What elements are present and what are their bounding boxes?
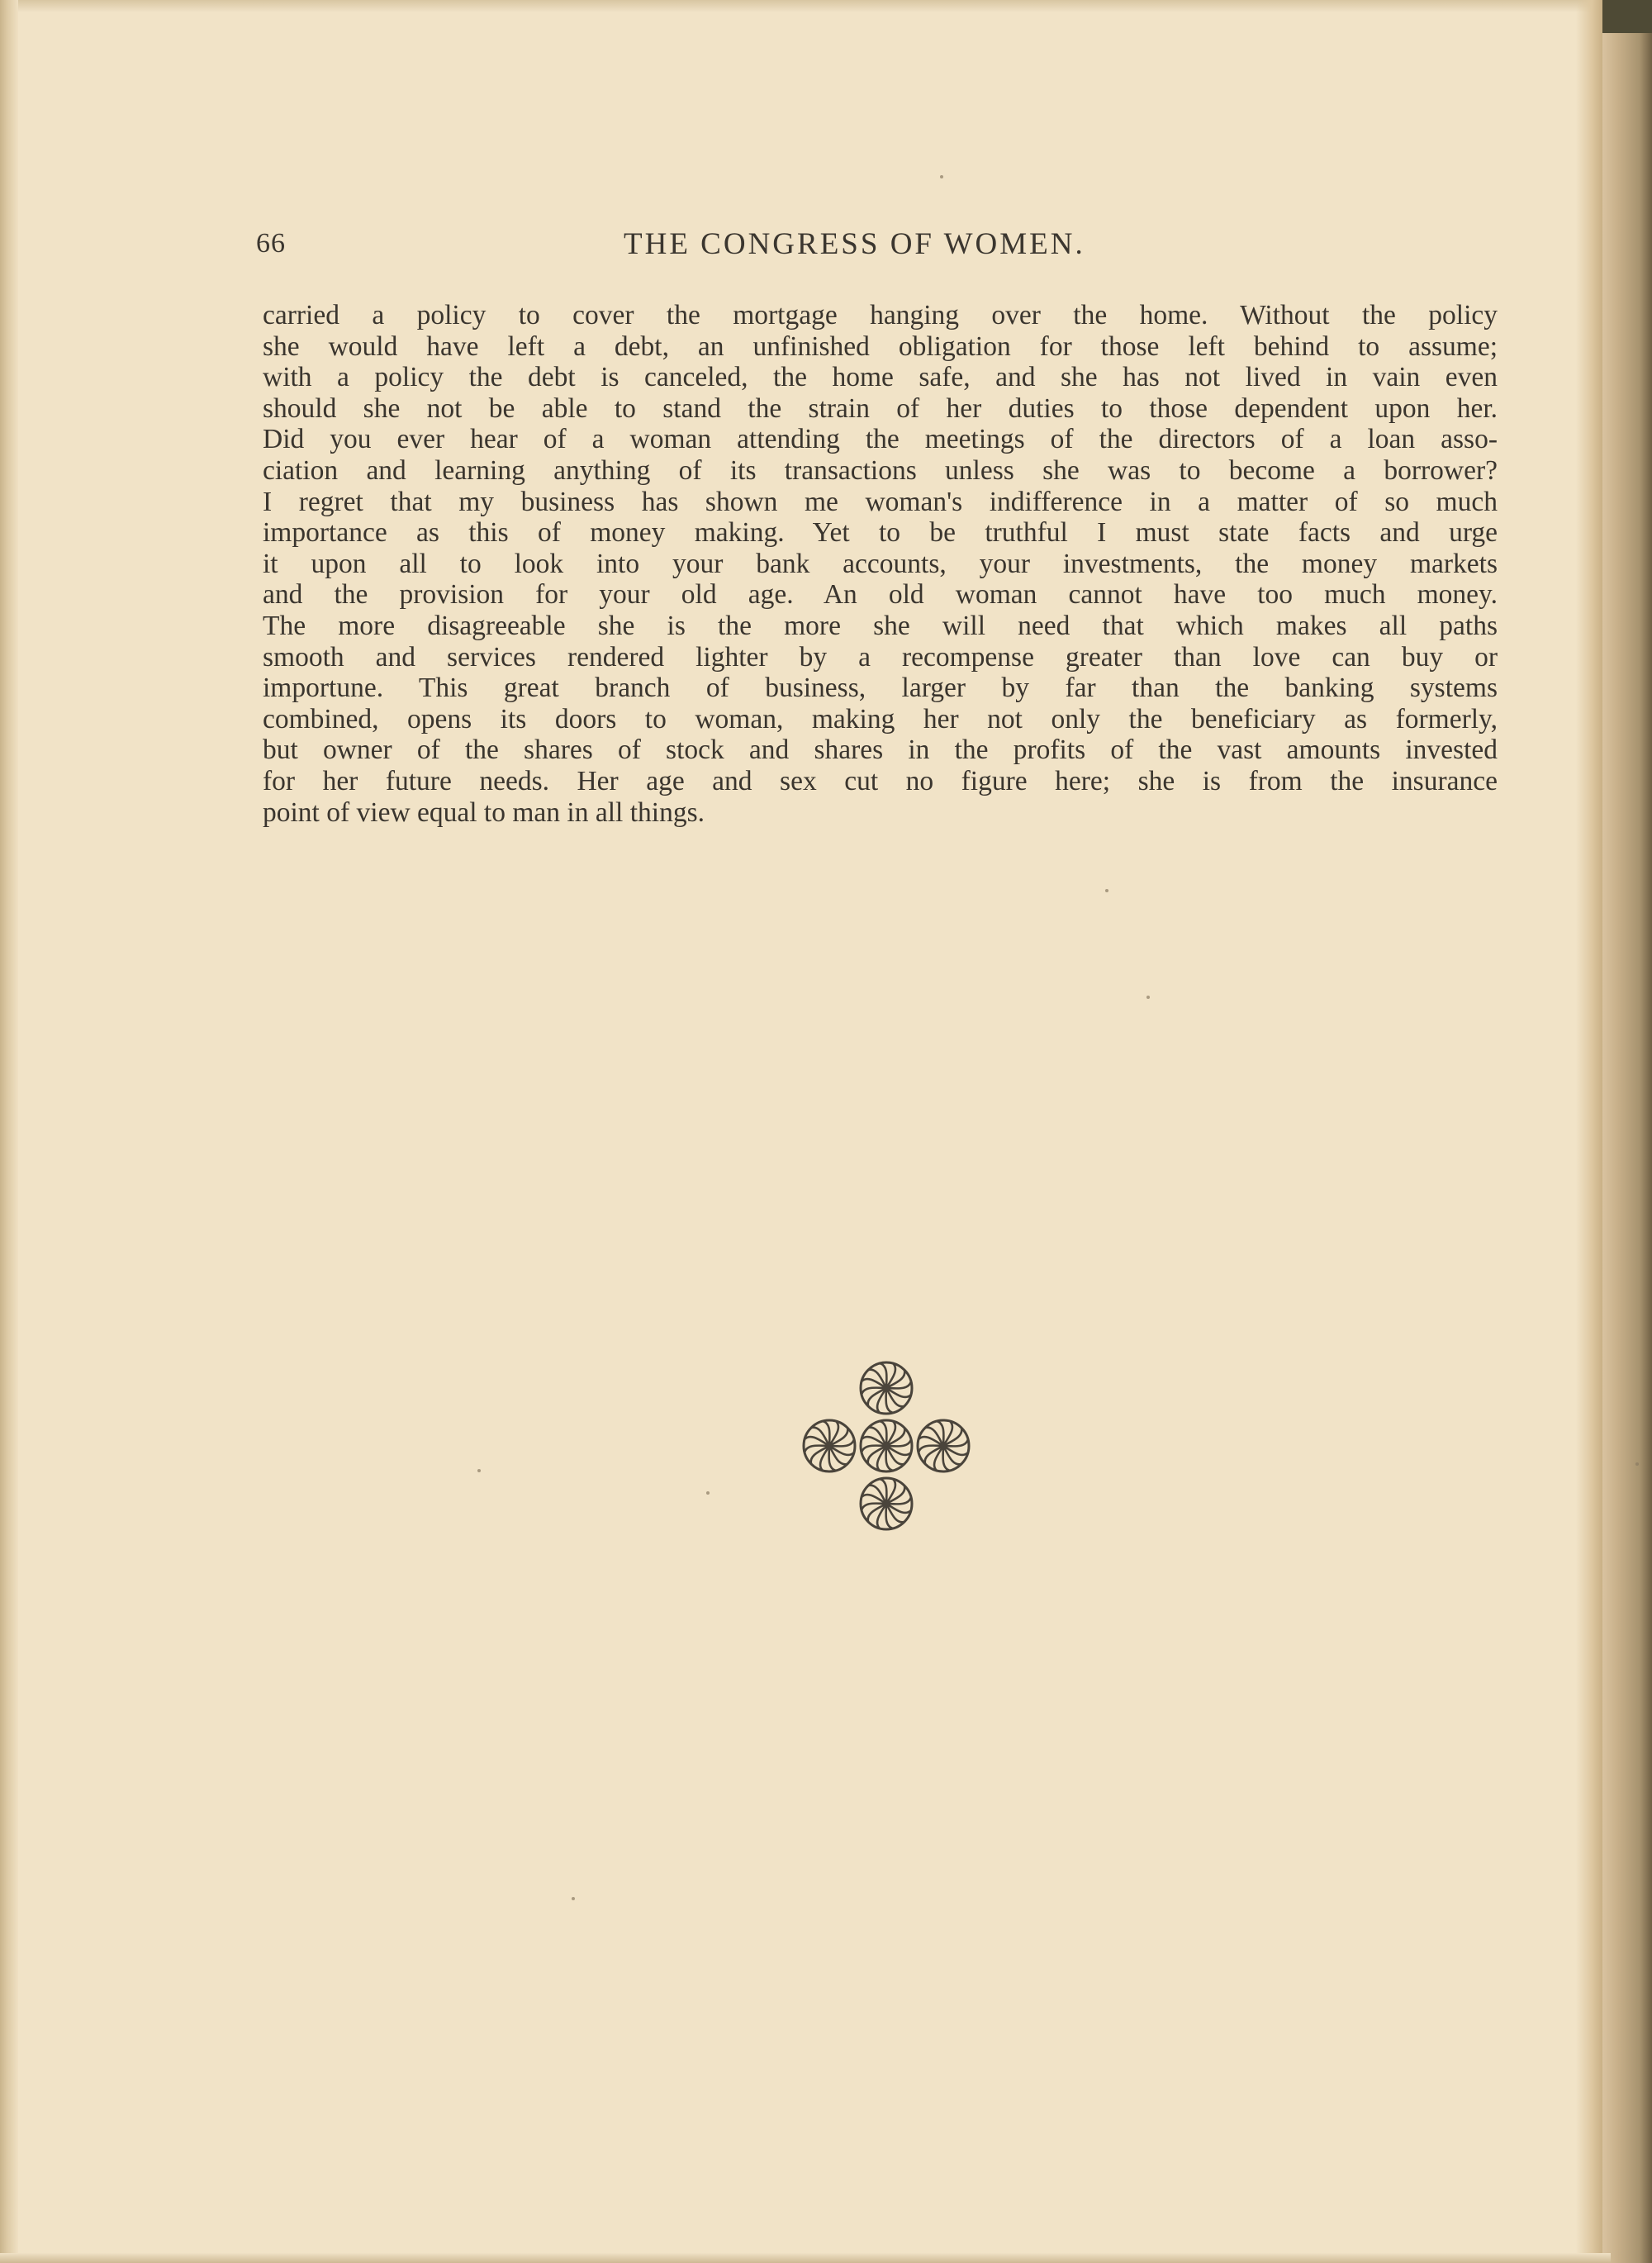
- text-line: I regret that my business has shown me woman's indifference in a matter of so much: [263, 486, 1498, 517]
- paper-speck: [572, 1897, 575, 1900]
- text-line: The more disagreeable she is the more she will need that which makes all paths: [263, 610, 1498, 641]
- paper-speck: [1146, 996, 1150, 999]
- text-line: it upon all to look into your bank accounts, your investments, the money markets: [263, 548, 1498, 579]
- text-line: ciation and learning anything of its transactions unless she was to become a borrower?: [263, 454, 1498, 486]
- page-left-edge: [0, 0, 18, 2263]
- paper-speck: [477, 1469, 481, 1472]
- text-line: with a policy the debt is canceled, the home safe, and she has not lived in vain even: [263, 362, 1498, 393]
- paper-speck: [706, 1491, 710, 1495]
- book-spine-edge: [1602, 0, 1652, 2263]
- page-bottom-edge: [0, 2253, 1611, 2263]
- page-top-edge: [0, 0, 1611, 12]
- text-line: point of view equal to man in all things.: [263, 796, 705, 828]
- text-line: carried a policy to cover the mortgage hanging over the home. Without the policy: [263, 300, 1498, 330]
- text-line: combined, opens its doors to woman, making her not only the beneficiary as formerly,: [263, 703, 1498, 735]
- book-cover-corner: [1602, 0, 1652, 33]
- running-head: [256, 223, 1503, 264]
- text-line: importune. This great branch of business, larger by far than the banking systems: [263, 673, 1498, 704]
- text-line: and the provision for your old age. An old woman cannot have too much money.: [263, 579, 1498, 611]
- rosette-cross-ornament-icon: [800, 1359, 973, 1533]
- page-number: 66: [256, 228, 286, 259]
- paper-speck: [1105, 889, 1108, 892]
- text-line: Did you ever hear of a woman attending the meetings of the directors of a loan asso-: [263, 424, 1498, 455]
- text-line: for her future needs. Her age and sex cut no figure here; she is from the insurance: [263, 765, 1498, 796]
- body-paragraph: [263, 300, 1498, 828]
- text-line: importance as this of money making. Yet to be truthful I must state facts and urge: [263, 517, 1498, 549]
- paper-speck: [940, 175, 943, 178]
- binding-shadow: [1576, 0, 1602, 2263]
- paper-speck: [1635, 1462, 1639, 1466]
- text-line: but owner of the shares of stock and shares in the profits of the vast amounts invested: [263, 735, 1498, 766]
- text-line: smooth and services rendered lighter by a recompense greater than love can buy or: [263, 641, 1498, 673]
- text-line: should she not be able to stand the strain of her duties to those dependent upon her.: [263, 392, 1498, 424]
- text-line: she would have left a debt, an unfinished obligation for those left behind to assume;: [263, 330, 1498, 362]
- running-title: THE CONGRESS OF WOMEN.: [624, 227, 1085, 261]
